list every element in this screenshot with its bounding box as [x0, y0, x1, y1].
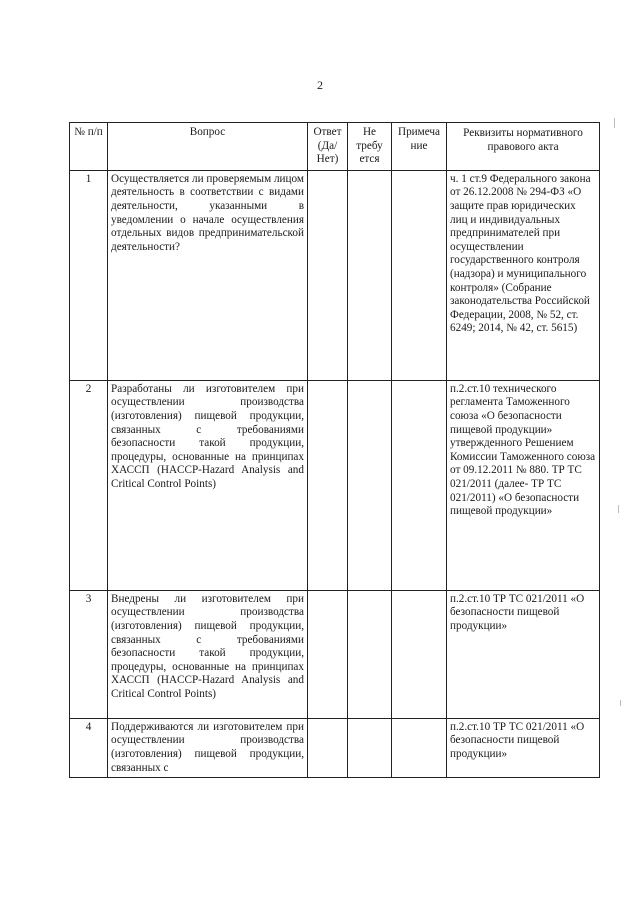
reference-cell: ч. 1 ст.9 Федерального закона от 26.12.2008 № 294-ФЗ «О защите прав юридических лиц и индивидуальных предпринимателей при осуществлении государственного контроля (надзора) и муниципального контроля» (Собрание законодательства Российской Федерации, 2008, № 52, ст. 6249; 2014, № 42, ст. 5615) [447, 170, 600, 380]
scan-mark [618, 505, 619, 513]
scan-mark [614, 118, 615, 128]
question-cell: Осуществляется ли проверяемым лицом деятельность в соответствии с видами деятельности, указанными в уведомлении о начале осуществления отдельных видов предпринимательской деятельности? [108, 170, 308, 380]
header-answer: Ответ (Да/ Нет) [308, 123, 348, 171]
question-cell: Поддерживаются ли изготовителем при осуществлении производства (изготовления) пищевой продукции, связанных с [108, 718, 308, 777]
answer-cell[interactable] [308, 718, 348, 777]
scan-mark [620, 700, 621, 706]
not-required-cell[interactable] [348, 590, 392, 718]
reference-cell: п.2.ст.10 технического регламента Таможенного союза «О безопасности пищевой продукции» утвержденного Решением Комиссии Таможенного союза от 09.12.2011 № 880. ТР ТС 021/2011 (далее- ТР ТС 021/2011) «О безопасности пищевой продукции» [447, 380, 600, 590]
checklist-table [69, 122, 600, 778]
row-number: 4 [70, 718, 108, 777]
page-number: 2 [317, 78, 323, 92]
table-header-row [70, 123, 600, 171]
row-number: 1 [70, 170, 108, 380]
note-cell[interactable] [392, 170, 447, 380]
table-row [70, 590, 600, 718]
header-note: Примеча ние [392, 123, 447, 171]
question-cell: Внедрены ли изготовителем при осуществлении производства (изготовления) пищевой продукции, связанных с требованиями безопасности такой продукции, процедуры, основанные на принципах ХАССП (HACCP-Hazard Analysis and Critical Control Points) [108, 590, 308, 718]
row-number: 2 [70, 380, 108, 590]
row-number: 3 [70, 590, 108, 718]
table-row [70, 170, 600, 380]
answer-cell[interactable] [308, 590, 348, 718]
reference-cell: п.2.ст.10 ТР ТС 021/2011 «О безопасности пищевой продукции» [447, 590, 600, 718]
note-cell[interactable] [392, 718, 447, 777]
answer-cell[interactable] [308, 170, 348, 380]
note-cell[interactable] [392, 380, 447, 590]
header-num: № п/п [70, 123, 108, 171]
not-required-cell[interactable] [348, 380, 392, 590]
question-cell: Разработаны ли изготовителем при осуществлении производства (изготовления) пищевой продукции, связанных с требованиями безопасности такой продукции, процедуры, основанные на принципах ХАССП (HACCP-Hazard Analysis and Critical Control Points) [108, 380, 308, 590]
table-row [70, 380, 600, 590]
reference-cell: п.2.ст.10 ТР ТС 021/2011 «О безопасности пищевой продукции» [447, 718, 600, 777]
not-required-cell[interactable] [348, 170, 392, 380]
header-not-required: Не требу ется [348, 123, 392, 171]
not-required-cell[interactable] [348, 718, 392, 777]
note-cell[interactable] [392, 590, 447, 718]
table-row [70, 718, 600, 777]
header-reference: Реквизиты нормативного правового акта [447, 123, 600, 171]
answer-cell[interactable] [308, 380, 348, 590]
header-question: Вопрос [108, 123, 308, 171]
